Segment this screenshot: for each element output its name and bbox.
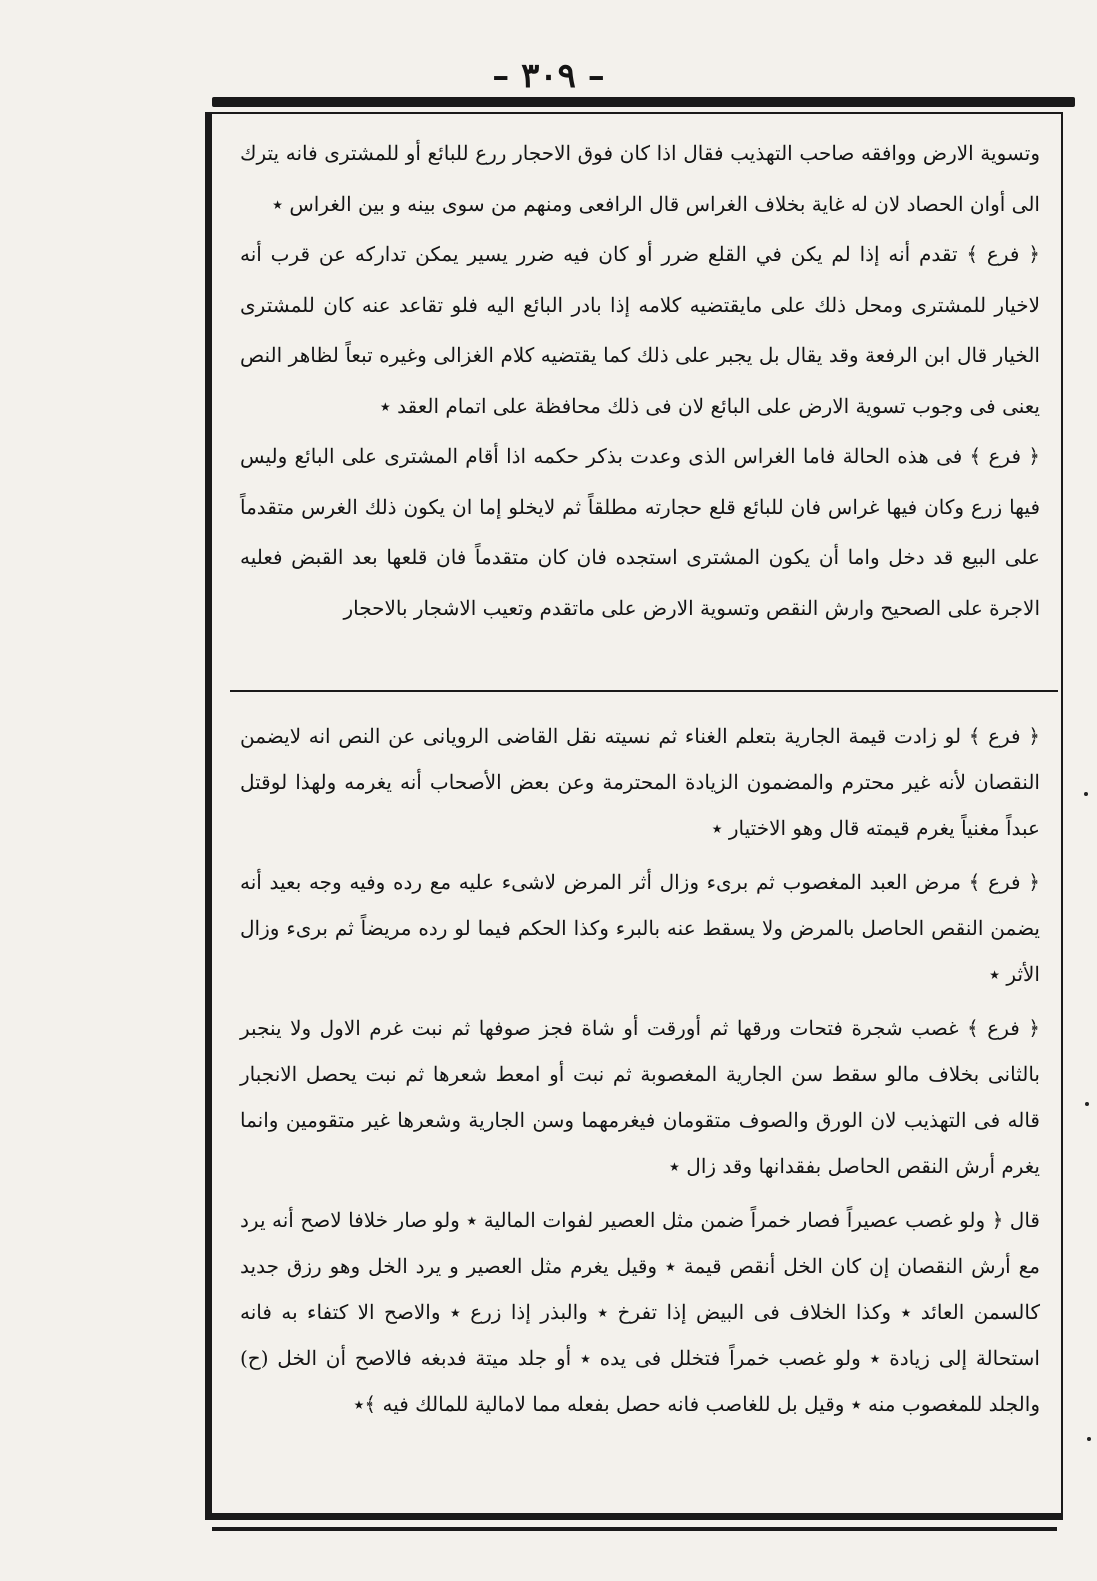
- paragraph-gap: [240, 851, 1040, 859]
- lower-paragraph: قال ﴿ ولو غصب عصيراً فصار خمراً ضمن مثل العصير لفوات المالية ٭ ولو صار خلافا لاصح أنه يرد مع أرش النقصان إن كان الخل أنقص قيمة ٭ وقيل يغرم مثل العصير و يرد الخل وهو رزق جديد كالسمن العائد ٭ وكذا الخلاف فى البيض إذا تفرخ ٭ والبذر إذا زرع ٭ والاصح الا كتفاء به فانه استحالة إلى زيادة ٭ ولو غصب خمراً فتخلل فى يده ٭ أو جلد ميتة فدبغه فالاصح أن الخل (ح) والجلد للمغصوب منه ٭ وقيل بل للغاصب فانه حصل بفعله مما لامالية للمالك فيه ﴾٭: [240, 1208, 1040, 1416]
- upper-paragraph: ﴿ فرع ﴾ فى هذه الحالة فاما الغراس الذى وعدت بذكر حكمه اذا أقام المشترى على البائع وليس فيها زرع وكان فيها غراس فان للبائع قلع حجارته مطلقاً ثم لايخلو إما ان يكون ذلك الغرس متقدماً على البيع قد دخل واما أن يكون المشترى استجده فان كان متقدماً فان قلعها بعد القبض فعليه الاجرة على الصحيح وارش النقص وتسوية الارض على ماتقدم وتعيب الاشجار بالاحجار: [240, 444, 1040, 620]
- margin-dot: [1085, 1102, 1089, 1106]
- upper-paragraph: وتسوية الارض ووافقه صاحب التهذيب فقال اذا كان فوق الاحجار ررع للبائع أو للمشترى فانه يترك الى أوان الحصاد لان له غاية بخلاف الغراس قال الرافعى ومنهم من سوى بينه و بين الغراس ٭: [240, 141, 1040, 216]
- paragraph-gap: [240, 997, 1040, 1005]
- lower-paragraph: ﴿ فرع ﴾ مرض العبد المغصوب ثم برىء وزال أثر المرض لاشىء عليه مع رده وفيه وجه بعيد أنه يضمن النقص الحاصل بالمرض ولا يسقط عنه بالبرء وكذا الحكم فيما لو رده مريضاً ثم برىء وزال الأثر ٭: [240, 870, 1040, 986]
- bottom-rule: [212, 1527, 1057, 1531]
- lower-paragraph: ﴿ فرع ﴾ غصب شجرة فتحات ورقها ثم أورقت أو شاة فجز صوفها ثم نبت غرم الاول ولا ينجبر بالثانى بخلاف مالو سقط سن الجارية المغصوبة ثم نبت أو امعط شعرها ثم نبت يحصل الانجبار قاله فى التهذيب لان الورق والصوف متقومان فيغرمهما وسن الجارية وشعرها غير متقومين وانما يغرم أرش النقص الحاصل بفقدانها وقد زال ٭: [240, 1016, 1040, 1178]
- lower-text-block: [240, 713, 1040, 1427]
- upper-text-block: [240, 128, 1040, 633]
- lower-paragraph: ﴿ فرع ﴾ لو زادت قيمة الجارية بتعلم الغناء ثم نسيته نقل القاضى الرويانى عن النص انه لايضمن النقصان لأنه غير محترم والمضمون الزيادة المحترمة وعن بعض الأصحاب أنه يغرمه ولهذا لوقتل عبداً مغنياً يغرم قيمته قال وهو الاختيار ٭: [240, 724, 1040, 840]
- section-divider: [230, 690, 1058, 692]
- paragraph-gap: [240, 1189, 1040, 1197]
- top-rule: [212, 97, 1075, 107]
- margin-dot: [1084, 792, 1088, 796]
- margin-dot: [1087, 1437, 1091, 1441]
- page-number: – ٣٠٩ –: [492, 56, 605, 96]
- upper-paragraph: ﴿ فرع ﴾ تقدم أنه إذا لم يكن في القلع ضرر أو كان فيه ضرر يسير يمكن تداركه عن قرب أنه لاخيار للمشترى ومحل ذلك على مايقتضيه كلامه إذا بادر البائع اليه فلو تقاعد عنه كان للمشترى الخيار قال ابن الرفعة وقد يقال بل يجبر على ذلك كما يقتضيه كلام الغزالى وغيره تبعاً لظاهر النص يعنى فى وجوب تسوية الارض على البائع لان فى ذلك محافظة على اتمام العقد ٭: [240, 242, 1040, 418]
